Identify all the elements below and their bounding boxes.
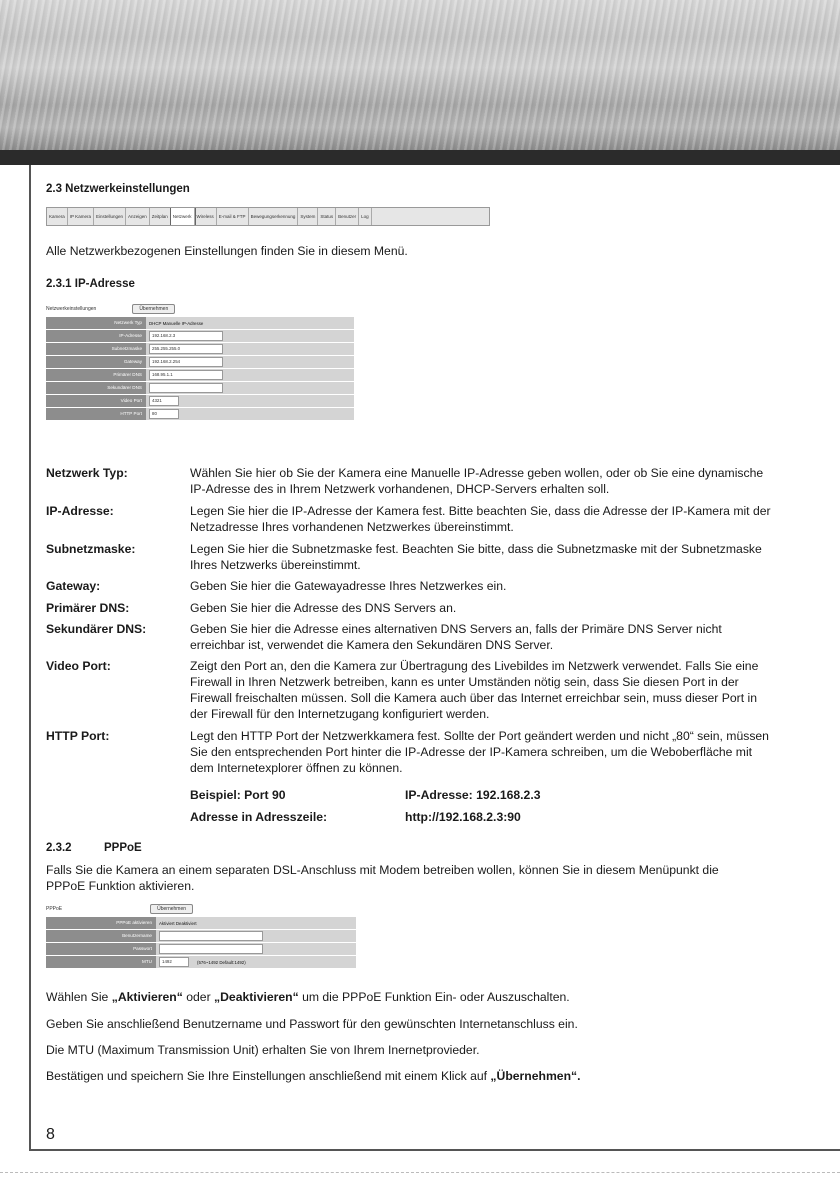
mtu-field: 1492 [159, 957, 189, 967]
example-value: http://192.168.2.3:90 [405, 810, 521, 824]
screenshot-header: Netzwerkeinstellungen [46, 306, 97, 312]
tab-item-active: Netzwerk [171, 208, 195, 225]
def-term: Video Port: [46, 659, 111, 673]
def-text: Firewall freischalten müssen. Soll die Kamera auch über das Internet erreichbar sein, muss dieser Port in [190, 691, 757, 705]
field-label: IP-Adresse [46, 330, 146, 342]
http-port-field: 80 [149, 409, 179, 419]
def-text: IP-Adresse des in Ihrem Netzwerk vorhandenen, DHCP-Servers erhalten soll. [190, 482, 610, 496]
def-text: Legen Sie hier die IP-Adresse der Kamera fest. Bitte beachten Sie, dass die Adresse der IP-Kamera mit der [190, 504, 771, 518]
emphasis-deactivate: „Deaktivieren“ [214, 990, 299, 1004]
page-number: 8 [46, 1126, 55, 1143]
pppoe-intro: PPPoE Funktion aktivieren. [46, 879, 195, 893]
network-type-radio: DHCP Manuelle IP-Adresse [149, 320, 204, 326]
example-key: Adresse in Adresszeile: [190, 810, 328, 824]
field-label: Gateway [46, 356, 146, 368]
def-term: HTTP Port: [46, 729, 110, 743]
text: oder [182, 990, 215, 1004]
field-label: Sekundärer DNS [46, 382, 146, 394]
pppoe-intro: Falls Sie die Kamera an einem separaten DSL-Anschluss mit Modem betreiben wollen, können Sie in diesem Menüpunkt die [46, 863, 719, 877]
tab-item: Anzeigen [126, 208, 150, 225]
subsection-number-pppoe: 2.3.2 [46, 842, 72, 854]
field-label: Video Port [46, 395, 146, 407]
tab-item: Log [359, 208, 372, 225]
def-text: Firewall in Ihren Netzwerk betreiben, kann es unter Umständen nötig sein, dass Sie diesen Port in der [190, 675, 739, 689]
pppoe-paragraph-3: Die MTU (Maximum Transmission Unit) erhalten Sie von Ihrem Inernetprovieder. [46, 1043, 480, 1057]
emphasis-apply: „Übernehmen“. [490, 1069, 581, 1083]
pppoe-enable-radio: Aktiviert Deaktiviert [159, 920, 197, 926]
subsection-title-ip: 2.3.1 IP-Adresse [46, 278, 135, 290]
tab-item: Benutzer [336, 208, 359, 225]
def-text: Ihres Netzwerks übereinstimmt. [190, 558, 361, 572]
example-key: Beispiel: Port 90 [190, 788, 286, 802]
tab-item: Einstellungen [94, 208, 126, 225]
pppoe-settings-screenshot [46, 902, 356, 970]
tab-item: Status [318, 208, 336, 225]
gateway-field: 192.168.2.254 [149, 357, 223, 367]
def-text: Netzadresse Ihres vorhandenen Netzwerkes übereinstimmt. [190, 520, 514, 534]
left-rule [29, 165, 31, 1150]
pppoe-paragraph-1 [46, 989, 570, 1005]
section-title: 2.3 Netzwerkeinstellungen [46, 183, 190, 195]
pppoe-paragraph-2: Geben Sie anschließend Benutzername und Passwort für den gewünschten Internetanschluss ein. [46, 1017, 578, 1031]
def-text: Legen Sie hier die Subnetzmaske fest. Beachten Sie bitte, dass die Subnetzmaske mit der Subnetzmaske [190, 542, 762, 556]
tab-item: Bewegungserkennung [249, 208, 299, 225]
video-port-field: 4321 [149, 396, 179, 406]
page-edge-dotted [0, 1172, 840, 1173]
def-text: der Firewall für den Internetzugang konfiguriert werden. [190, 707, 490, 721]
mtu-hint: (576~1492 Default:1492) [197, 959, 246, 965]
tab-item: Wireless [195, 208, 217, 225]
field-label: MTU [46, 956, 156, 968]
text: Bestätigen und speichern Sie Ihre Einstellungen anschließend mit einem Klick auf [46, 1069, 491, 1083]
tab-item: Kamera [47, 208, 68, 225]
ip-settings-screenshot [46, 302, 354, 428]
tab-item: System [298, 208, 318, 225]
def-term: IP-Adresse: [46, 504, 114, 518]
def-text: Zeigt den Port an, den die Kamera zur Übertragung des Livebildes im Netzwerk verwendet. Falls Sie eine [190, 659, 759, 673]
tab-bar-screenshot [46, 207, 490, 226]
field-label: Passwort [46, 943, 156, 955]
def-term: Sekundärer DNS: [46, 622, 147, 636]
apply-button: Übernehmen [150, 904, 193, 914]
pppoe-paragraph-4 [46, 1068, 581, 1084]
def-text: Geben Sie hier die Gatewayadresse Ihres Netzwerkes ein. [190, 579, 507, 593]
apply-button: Übernehmen [132, 304, 175, 314]
username-field [159, 931, 263, 941]
screenshot-header: PPPoE [46, 906, 63, 912]
password-field [159, 944, 263, 954]
header-image [0, 0, 840, 150]
ip-address-field: 192.168.2.3 [149, 331, 223, 341]
def-text: erreichbar ist, verwendet die Kamera den Sekundären DNS Server. [190, 638, 554, 652]
def-text: Geben Sie hier die Adresse des DNS Servers an. [190, 601, 457, 615]
def-term: Netzwerk Typ: [46, 466, 128, 480]
def-text: Wählen Sie hier ob Sie der Kamera eine Manuelle IP-Adresse geben wollen, oder ob Sie eine dynamische [190, 466, 764, 480]
example-value: IP-Adresse: 192.168.2.3 [405, 788, 541, 802]
def-term: Subnetzmaske: [46, 542, 136, 556]
def-text: Geben Sie hier die Adresse eines alternativen DNS Servers an, falls der Primäre DNS Server nicht [190, 622, 722, 636]
field-label: HTTP Port [46, 408, 146, 420]
text: Wählen Sie [46, 990, 112, 1004]
field-label: PPPoE aktivieren [46, 917, 156, 929]
secondary-dns-field [149, 383, 223, 393]
field-label: Primärer DNS [46, 369, 146, 381]
def-term: Gateway: [46, 579, 101, 593]
emphasis-activate: „Aktivieren“ [111, 990, 183, 1004]
def-text: Legt den HTTP Port der Netzwerkkamera fest. Sollte der Port geändert werden und nicht „80“ sein, müssen [190, 729, 769, 743]
bottom-rule [29, 1149, 840, 1151]
def-text: Sie den entsprechenden Port hinter die IP-Adresse der IP-Kamera schreiben, um die Weboberfläche mit [190, 745, 753, 759]
tab-item: IP Kamera [68, 208, 94, 225]
text: um die PPPoE Funktion Ein- oder Auszuschalten. [298, 990, 570, 1004]
field-label: Netzwerk Typ [46, 317, 146, 329]
tab-item: E-mail & FTP [217, 208, 249, 225]
field-label: Subnetzmaske [46, 343, 146, 355]
field-label: Benutzername [46, 930, 156, 942]
def-text: dem Internetexplorer öffnen zu können. [190, 761, 403, 775]
header-bar [0, 150, 840, 165]
section-intro: Alle Netzwerkbezogenen Einstellungen finden Sie in diesem Menü. [46, 244, 408, 258]
tab-item: Zeitplan [150, 208, 171, 225]
subnet-field: 255.255.255.0 [149, 344, 223, 354]
subsection-title-pppoe: PPPoE [104, 842, 142, 854]
primary-dns-field: 168.95.1.1 [149, 370, 223, 380]
def-term: Primärer DNS: [46, 601, 130, 615]
